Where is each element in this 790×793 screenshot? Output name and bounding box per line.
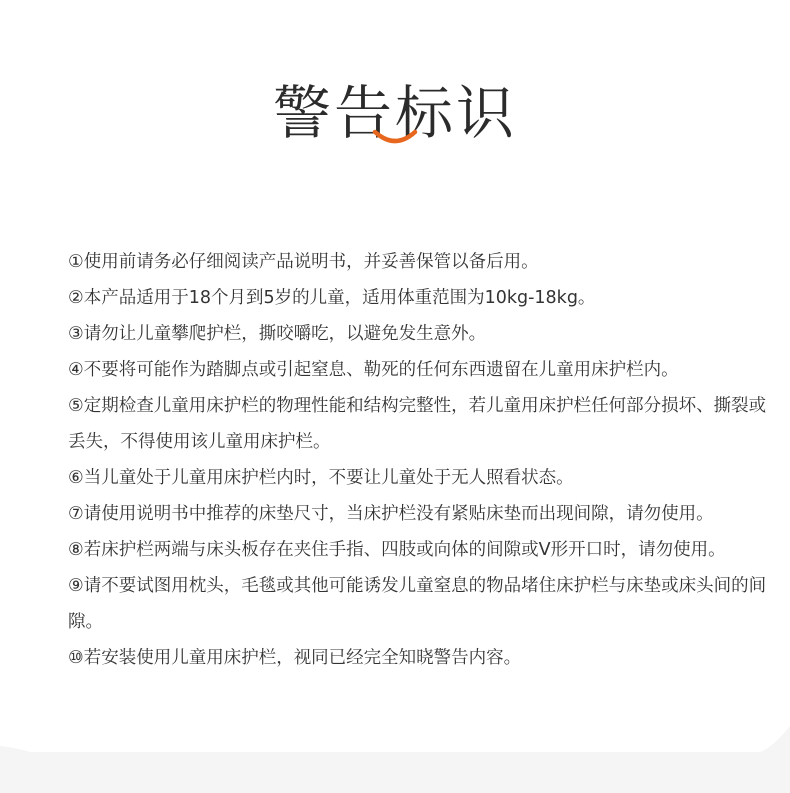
warning-item: ⑨请不要试图用枕头，毛毯或其他可能诱发儿童窒息的物品堵住床护栏与床垫或床头间的间隙。	[68, 576, 767, 632]
warning-item: ⑥当儿童处于儿童用床护栏内时，不要让儿童处于无人照看状态。	[68, 468, 574, 488]
page-title: 警告标识	[272, 78, 517, 147]
smile-accent-icon	[372, 128, 418, 150]
warning-item: ⑧若床护栏两端与床头板存在夹住手指、四肢或向体的间隙或V形开口时，请勿使用。	[68, 540, 726, 560]
warning-item: ③请勿让儿童攀爬护栏，撕咬嚼吃，以避免发生意外。	[68, 324, 487, 344]
warning-item: ②本产品适用于18个月到5岁的儿童，适用体重范围为10kg-18kg。	[68, 288, 596, 308]
warning-item: ⑤定期检查儿童用床护栏的物理性能和结构完整性，若儿童用床护栏任何部分损坏、撕裂或丢失，不得使用该儿童用床护栏。	[68, 396, 767, 452]
warning-item: ⑦请使用说明书中推荐的床垫尺寸，当床护栏没有紧贴床垫而出现间隙，请勿使用。	[68, 504, 714, 524]
bottom-background-curve	[0, 706, 790, 793]
warning-item: ①使用前请务必仔细阅读产品说明书，并妥善保管以备后用。	[68, 252, 539, 272]
warning-item: ④不要将可能作为踏脚点或引起窒息、勒死的任何东西遗留在儿童用床护栏内。	[68, 360, 679, 380]
warning-list	[68, 244, 768, 676]
warning-item: ⑩若安装使用儿童用床护栏，视同已经完全知晓警告内容。	[68, 648, 522, 668]
